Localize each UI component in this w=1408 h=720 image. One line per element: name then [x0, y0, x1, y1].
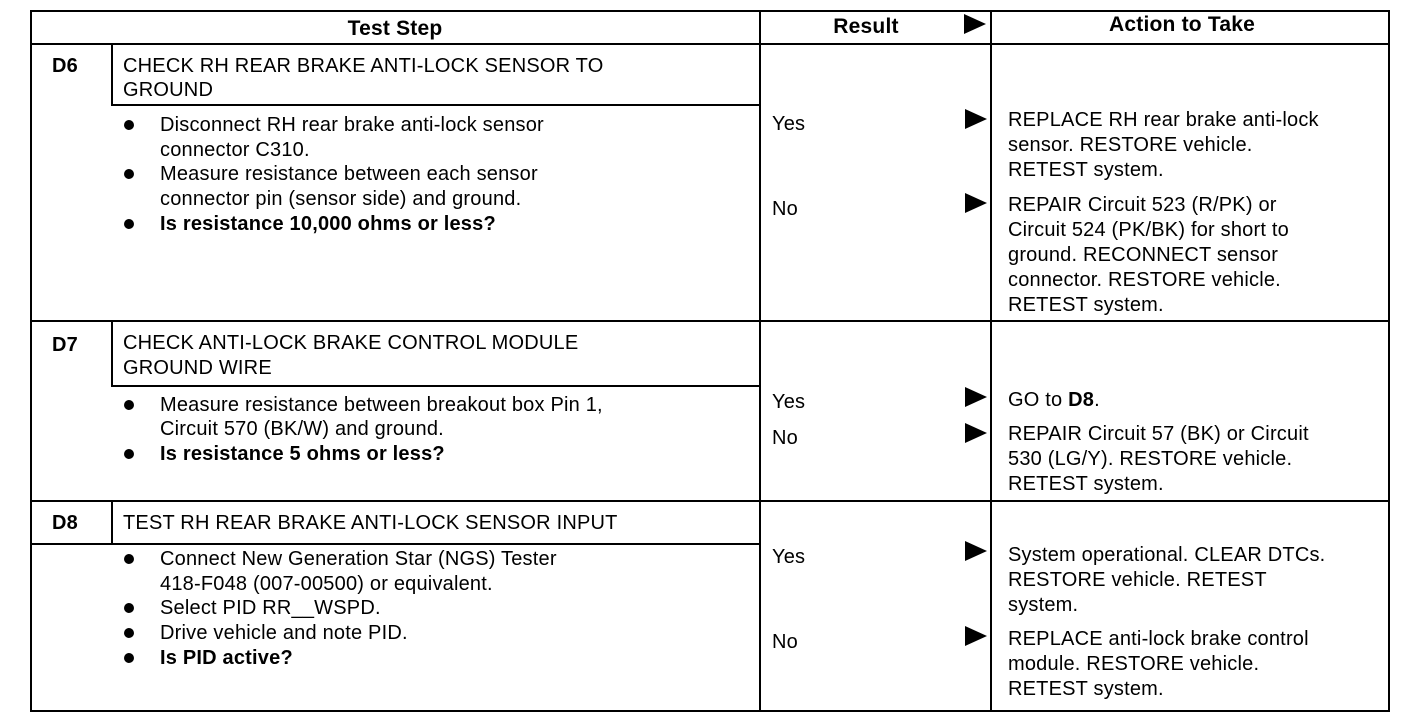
step-d7-bullet1-line2: Circuit 570 (BK/W) and ground.: [160, 418, 444, 440]
step-d7-bullet1-line1: Measure resistance between breakout box Pin 1,: [160, 394, 603, 416]
result-arrow-icon: [965, 541, 987, 561]
bullet-icon: [124, 554, 134, 564]
step-id-d6: D6: [52, 55, 78, 77]
action-d6-no-line3: ground. RECONNECT sensor: [1008, 244, 1279, 266]
table-border-left: [30, 10, 32, 712]
bullet-icon: [124, 400, 134, 410]
action-d8-yes-line1: System operational. CLEAR DTCs.: [1008, 544, 1326, 566]
action-d7-yes: [1008, 388, 1100, 413]
action-d7-yes-suffix: .: [1094, 389, 1100, 411]
step-title-d7-line1: CHECK ANTI-LOCK BRAKE CONTROL MODULE: [123, 332, 579, 354]
step-d8-bullet2: Select PID RR__WSPD.: [160, 597, 381, 619]
action-d8-yes-line2: RESTORE vehicle. RETEST: [1008, 569, 1267, 591]
header-divider: [30, 43, 1390, 45]
step-id-d8: D8: [52, 512, 78, 534]
row-divider-d7-d8: [30, 500, 1390, 502]
row-divider-d6-d7: [30, 320, 1390, 322]
step-d6-bullet1-line2: connector C310.: [160, 139, 310, 161]
result-d7-no: No: [772, 427, 798, 449]
header-action-to-take: Action to Take: [1109, 13, 1255, 36]
step-d6-question: Is resistance 10,000 ohms or less?: [160, 213, 496, 235]
header-arrow-icon: [964, 14, 986, 34]
step-d8-bullet1-line2: 418-F048 (007-00500) or equivalent.: [160, 573, 493, 595]
action-d7-no-line2: 530 (LG/Y). RESTORE vehicle.: [1008, 448, 1293, 470]
action-d6-no-line4: connector. RESTORE vehicle.: [1008, 269, 1281, 291]
bullet-icon: [124, 169, 134, 179]
step-d6-bullet2-line2: connector pin (sensor side) and ground.: [160, 188, 522, 210]
result-arrow-icon: [965, 193, 987, 213]
step-title-d6-line1: CHECK RH REAR BRAKE ANTI-LOCK SENSOR TO: [123, 55, 604, 77]
header-result: Result: [833, 15, 899, 38]
bullet-icon: [124, 653, 134, 663]
step-title-d7-line2: GROUND WIRE: [123, 357, 272, 379]
bullet-icon: [124, 219, 134, 229]
column-divider-result: [759, 10, 761, 712]
result-arrow-icon: [965, 626, 987, 646]
result-arrow-icon: [965, 423, 987, 443]
title-divider-d8: [30, 543, 761, 545]
action-d6-yes-line3: RETEST system.: [1008, 159, 1164, 181]
result-d6-no: No: [772, 198, 798, 220]
step-id-d7: D7: [52, 334, 78, 356]
table-border-bottom: [30, 710, 1390, 712]
action-d6-yes-line1: REPLACE RH rear brake anti-lock: [1008, 109, 1319, 131]
action-d6-yes-line2: sensor. RESTORE vehicle.: [1008, 134, 1253, 156]
title-divider-d7: [111, 385, 761, 387]
title-divider-d6: [111, 104, 761, 106]
bullet-icon: [124, 628, 134, 638]
step-d6-bullet1-line1: Disconnect RH rear brake anti-lock sensor: [160, 114, 544, 136]
step-d8-bullet3: Drive vehicle and note PID.: [160, 622, 408, 644]
action-d7-no-line1: REPAIR Circuit 57 (BK) or Circuit: [1008, 423, 1309, 445]
table-border-right: [1388, 10, 1390, 712]
action-d8-no-line3: RETEST system.: [1008, 678, 1164, 700]
header-test-step: Test Step: [347, 17, 443, 40]
bullet-icon: [124, 603, 134, 613]
id-divider-d8: [111, 502, 113, 544]
action-d7-yes-prefix: GO to: [1008, 389, 1069, 411]
step-title-d6-line2: GROUND: [123, 79, 214, 101]
action-d6-no-line2: Circuit 524 (PK/BK) for short to: [1008, 219, 1289, 241]
result-d8-yes: Yes: [772, 546, 806, 568]
column-divider-action: [990, 10, 992, 712]
action-d8-no-line1: REPLACE anti-lock brake control: [1008, 628, 1309, 650]
result-arrow-icon: [965, 387, 987, 407]
action-d7-no-line3: RETEST system.: [1008, 473, 1164, 495]
step-d8-bullet1-line1: Connect New Generation Star (NGS) Tester: [160, 548, 557, 570]
bullet-icon: [124, 449, 134, 459]
step-d8-question: Is PID active?: [160, 647, 293, 669]
result-arrow-icon: [965, 109, 987, 129]
action-d6-no-line5: RETEST system.: [1008, 294, 1164, 316]
result-d8-no: No: [772, 631, 798, 653]
id-divider-d6: [111, 45, 113, 105]
bullet-icon: [124, 120, 134, 130]
step-d6-bullet2-line1: Measure resistance between each sensor: [160, 163, 538, 185]
result-d7-yes: Yes: [772, 391, 806, 413]
action-d8-no-line2: module. RESTORE vehicle.: [1008, 653, 1260, 675]
action-d8-yes-line3: system.: [1008, 594, 1079, 616]
step-title-d8-line1: TEST RH REAR BRAKE ANTI-LOCK SENSOR INPUT: [123, 512, 618, 534]
result-d6-yes: Yes: [772, 113, 806, 135]
action-d6-no-line1: REPAIR Circuit 523 (R/PK) or: [1008, 194, 1277, 216]
id-divider-d7: [111, 322, 113, 386]
action-d7-yes-step-ref: D8: [1068, 389, 1095, 411]
step-d7-question: Is resistance 5 ohms or less?: [160, 443, 445, 465]
